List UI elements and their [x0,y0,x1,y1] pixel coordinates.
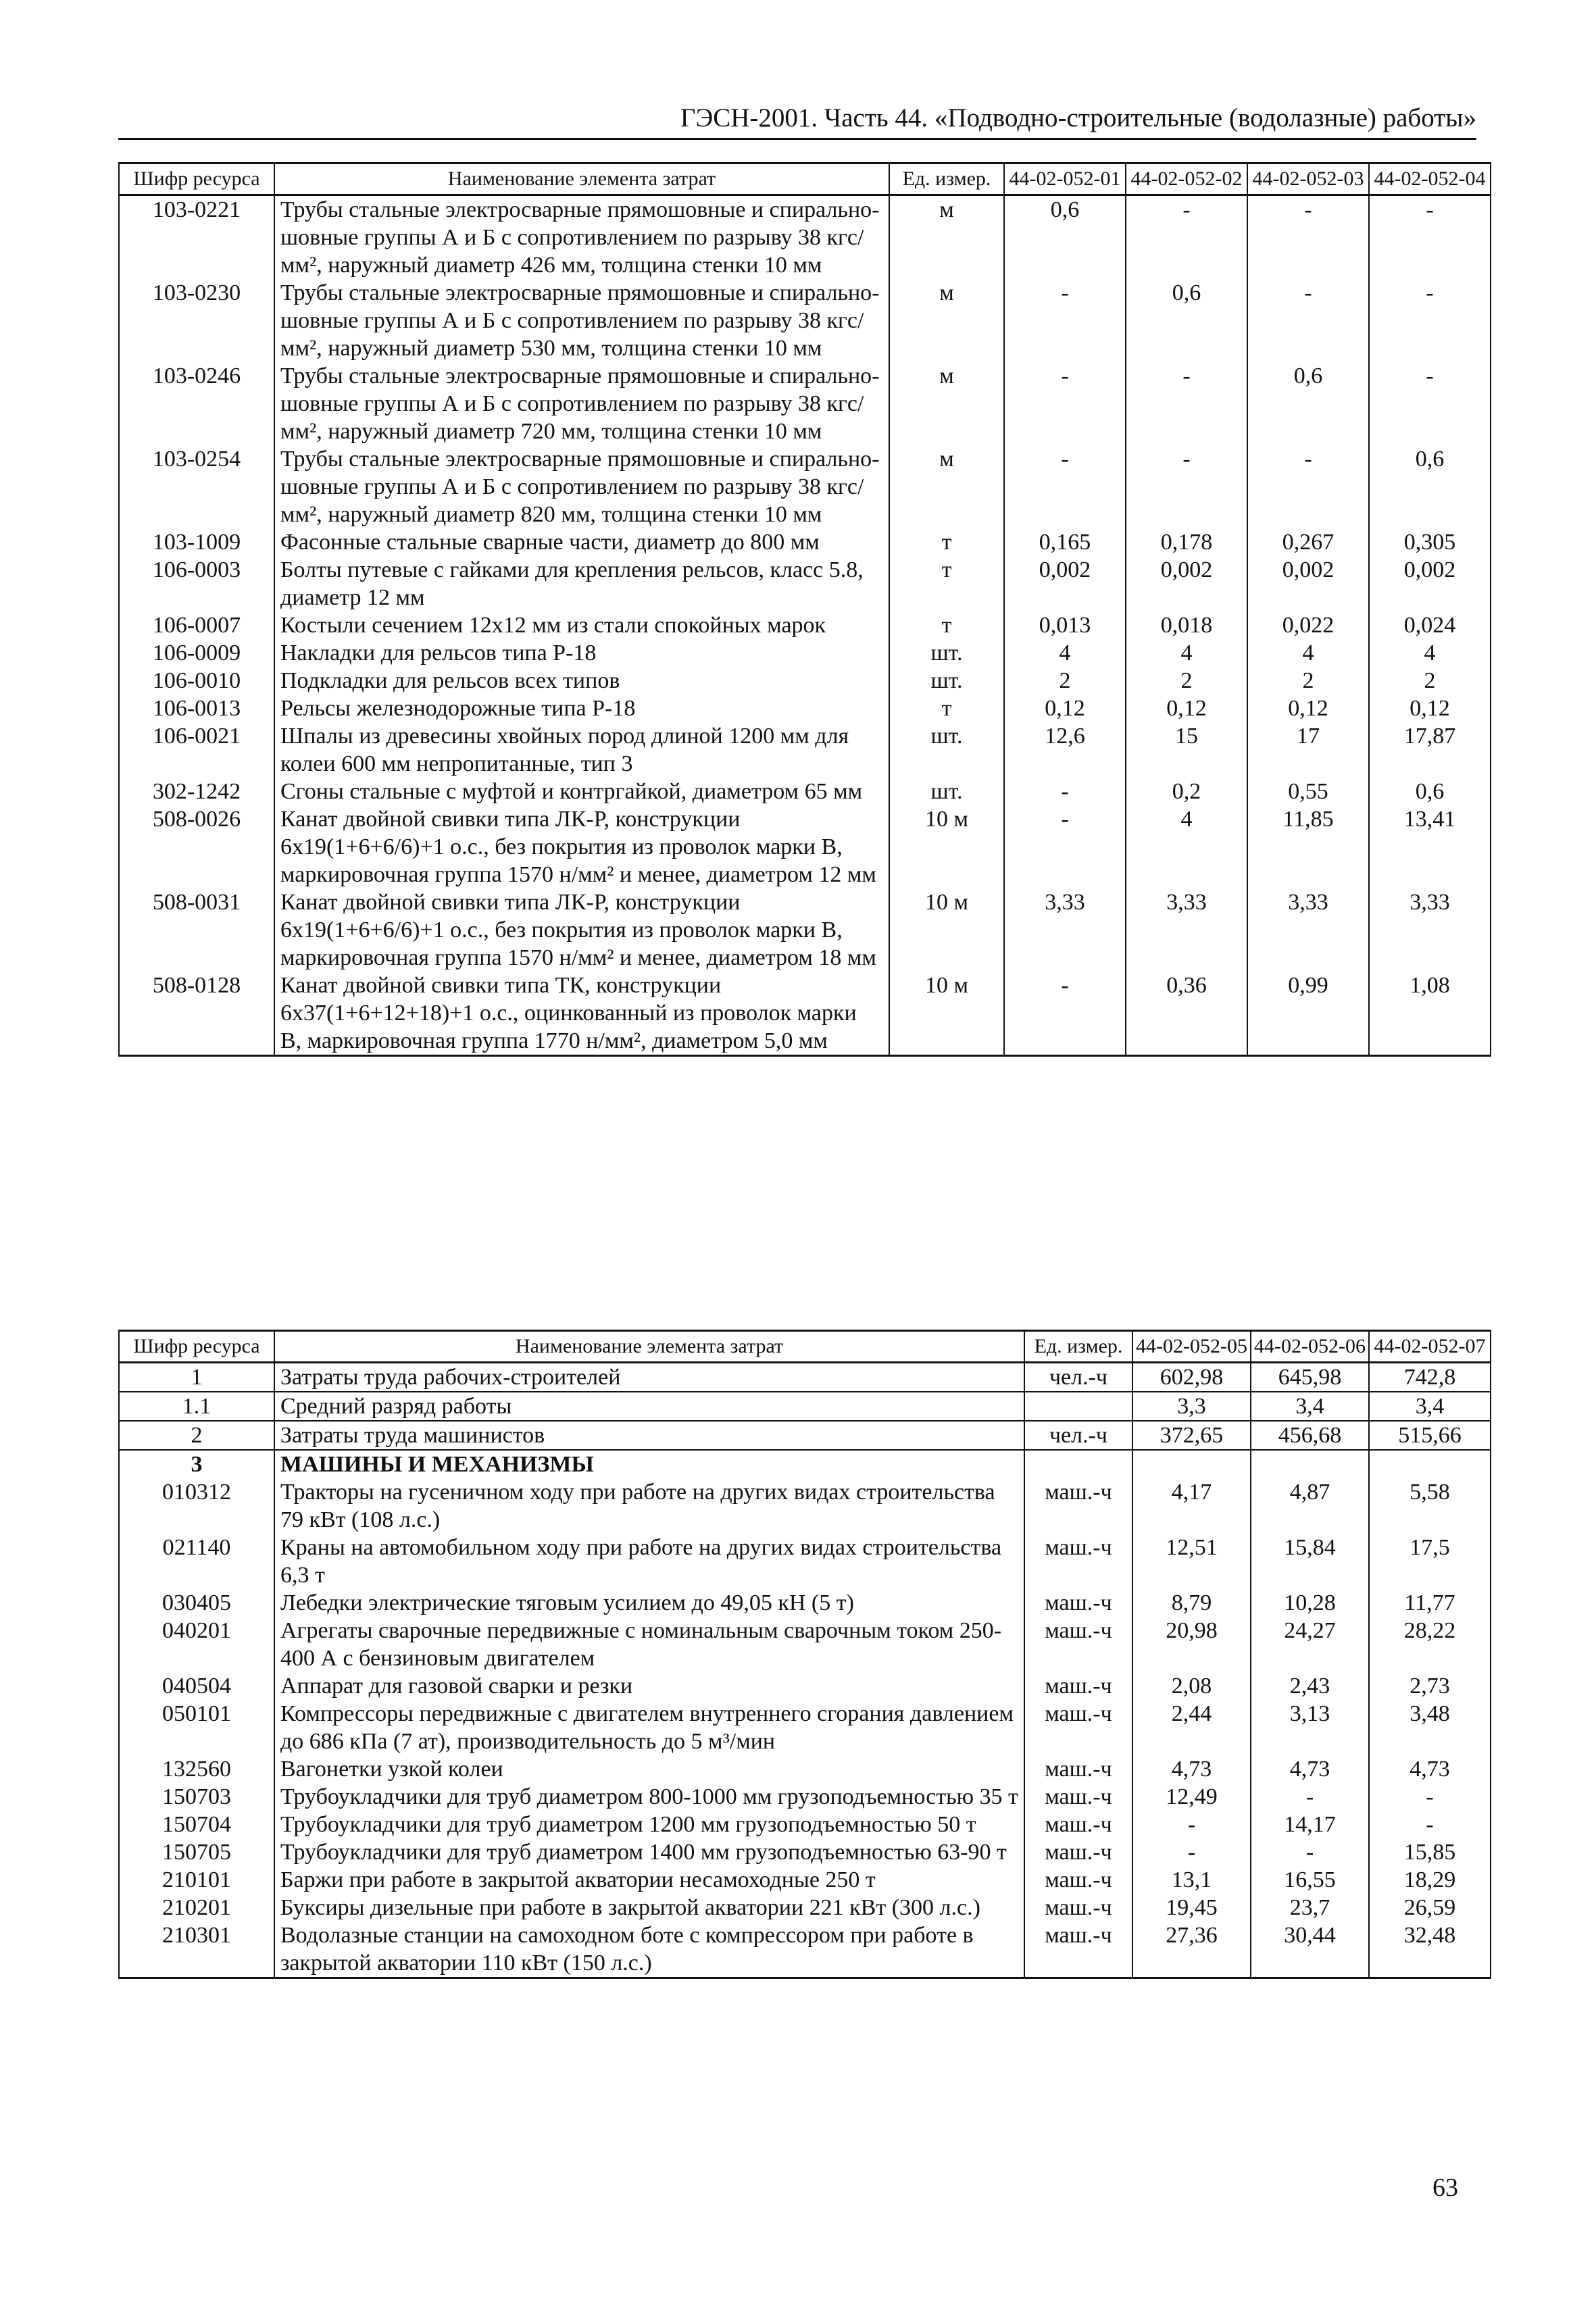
cell-code: 103-0254 [119,445,274,528]
col-header-code: Шифр ресурса [119,1331,274,1363]
cell-value: 4 [1247,639,1369,667]
col-header-value: 44-02-052-04 [1369,164,1491,195]
cell-value: 4,73 [1251,1755,1369,1783]
cell-unit: 10 м [889,805,1004,888]
cell-value: 0,018 [1126,611,1247,639]
cell-code: 508-0026 [119,805,274,888]
cell-value: 0,12 [1247,695,1369,722]
table-row [119,445,1491,528]
cell-name: Буксиры дизельные при работе в закрытой акватории 221 кВт (300 л.с.) [274,1894,1024,1921]
cell-name: Затраты труда рабочих-строителей [274,1363,1024,1392]
cell-unit: маш.-ч [1024,1838,1132,1866]
cell-value: - [1369,362,1491,445]
cell-name: Средний разряд работы [274,1392,1024,1421]
cell-value: 0,55 [1247,778,1369,805]
col-header-value: 44-02-052-03 [1247,164,1369,195]
table-row [119,279,1491,362]
cell-code: 106-0013 [119,695,274,722]
cell-value: 27,36 [1132,1921,1251,1978]
cell-value: 2 [1004,667,1126,695]
cell-value: 0,002 [1004,556,1126,611]
cell-name: Сгоны стальные с муфтой и контргайкой, диаметром 65 мм [274,778,889,805]
cell-value: 3,33 [1247,888,1369,972]
cell-value: 30,44 [1251,1921,1369,1978]
col-header-name: Наименование элемента затрат [274,1331,1024,1363]
cell-code: 508-0128 [119,972,274,1056]
cell-value: 1,08 [1369,972,1491,1056]
cell-name: Трубоукладчики для труб диаметром 1400 мм грузоподъемностью 63-90 т [274,1838,1024,1866]
cell-value: 4,73 [1369,1755,1491,1783]
cell-unit: маш.-ч [1024,1755,1132,1783]
cell-value: 515,66 [1369,1421,1491,1450]
cell-value: - [1251,1783,1369,1811]
cell-unit: м [889,445,1004,528]
cell-value: 10,28 [1251,1589,1369,1617]
page-header: ГЭСН-2001. Часть 44. «Подводно-строительные (водолазные) работы» [118,101,1476,140]
cell-value: 0,12 [1126,695,1247,722]
cell-unit: маш.-ч [1024,1921,1132,1978]
cell-value: 0,6 [1369,778,1491,805]
cell-code: 2 [119,1421,274,1450]
cell-code: 103-0221 [119,195,274,280]
cell-name: Канат двойной свивки типа ТК, конструкции 6х37(1+6+12+18)+1 о.с., оцинкованный из проволок марки В, маркировочная группа 1770 н/мм², диаметром 5,0 мм [274,972,889,1056]
cell-value: 2 [1369,667,1491,695]
cell-value: - [1369,1783,1491,1811]
cell-code: 103-1009 [119,528,274,556]
cell-value: 17,5 [1369,1534,1491,1589]
cell-value: - [1247,445,1369,528]
cell-value: - [1247,279,1369,362]
cell-value: - [1004,778,1126,805]
cell-value: 0,165 [1004,528,1126,556]
cell-value: 4,73 [1132,1755,1251,1783]
cell-value: 24,27 [1251,1617,1369,1672]
cell-value: 15,84 [1251,1534,1369,1589]
cell-value: 2 [1126,667,1247,695]
col-header-value: 44-02-052-07 [1369,1331,1491,1363]
col-header-value: 44-02-052-06 [1251,1331,1369,1363]
cell-name: Вагонетки узкой колеи [274,1755,1024,1783]
col-header-value: 44-02-052-01 [1004,164,1126,195]
table-row [119,1392,1491,1421]
cell-name: Трубоукладчики для труб диаметром 1200 мм грузоподъемностью 50 т [274,1811,1024,1838]
cell-value: 3,4 [1369,1392,1491,1421]
cell-value: 8,79 [1132,1589,1251,1617]
cell-value: 32,48 [1369,1921,1491,1978]
cell-value: 11,77 [1369,1589,1491,1617]
cell-value: 18,29 [1369,1866,1491,1894]
cell-name: Трубы стальные электросварные прямошовные и спирально-шовные группы А и Б с сопротивлением по разрыву 38 кгс/мм², наружный диаметр 820 мм, толщина стенки 10 мм [274,445,889,528]
cell-value: - [1369,195,1491,280]
cell-unit: шт. [889,667,1004,695]
cell-value: 3,4 [1251,1392,1369,1421]
cell-value: 0,99 [1247,972,1369,1056]
cell-value: 4 [1126,639,1247,667]
cell-value: 2,08 [1132,1672,1251,1700]
page-number: 63 [1432,2173,1458,2202]
resources-table [118,162,1491,1057]
cell-code: 040504 [119,1672,274,1700]
cell-unit: шт. [889,722,1004,778]
cell-name: Канат двойной свивки типа ЛК-Р, конструкции 6х19(1+6+6/6)+1 о.с., без покрытия из проволок марки В, маркировочная группа 1570 н/мм² и менее, диаметром 18 мм [274,888,889,972]
cell-value: 15 [1126,722,1247,778]
cell-unit [1024,1450,1132,1478]
table-row [119,1534,1491,1589]
cell-value: 742,8 [1369,1363,1491,1392]
cell-unit: маш.-ч [1024,1672,1132,1700]
cell-value: 3,13 [1251,1700,1369,1755]
cell-code: 1.1 [119,1392,274,1421]
cell-value [1251,1450,1369,1478]
cell-value: 13,1 [1132,1866,1251,1894]
cell-value: 12,51 [1132,1534,1251,1589]
cell-value: - [1126,445,1247,528]
cell-name: Тракторы на гусеничном ходу при работе на других видах строительства 79 кВт (108 л.с.) [274,1478,1024,1534]
cell-value: 4,17 [1132,1478,1251,1534]
table-row [119,805,1491,888]
cell-unit: маш.-ч [1024,1894,1132,1921]
cell-value: 0,12 [1004,695,1126,722]
cell-value: 0,002 [1247,556,1369,611]
cell-unit: т [889,611,1004,639]
cell-code: 210101 [119,1866,274,1894]
cell-value: 4,87 [1251,1478,1369,1534]
cell-unit: маш.-ч [1024,1866,1132,1894]
cell-name: Накладки для рельсов типа Р-18 [274,639,889,667]
table-row [119,667,1491,695]
cell-unit [1024,1392,1132,1421]
cell-value: 0,2 [1126,778,1247,805]
table-row [119,362,1491,445]
cell-value: - [1369,279,1491,362]
cell-value: 0,305 [1369,528,1491,556]
table-header-row [119,164,1491,195]
cell-code: 030405 [119,1589,274,1617]
col-header-unit: Ед. измер. [1024,1331,1132,1363]
cell-code: 106-0021 [119,722,274,778]
cell-unit: маш.-ч [1024,1478,1132,1534]
cell-value: 645,98 [1251,1363,1369,1392]
cell-code: 1 [119,1363,274,1392]
cell-value: - [1369,1811,1491,1838]
cell-value: 19,45 [1132,1894,1251,1921]
cell-value: 15,85 [1369,1838,1491,1866]
cell-code: 302-1242 [119,778,274,805]
cell-name: Трубы стальные электросварные прямошовные и спирально-шовные группы А и Б с сопротивлением по разрыву 38 кгс/мм², наружный диаметр 530 мм, толщина стенки 10 мм [274,279,889,362]
cell-name: Подкладки для рельсов всех типов [274,667,889,695]
cell-code: 103-0230 [119,279,274,362]
cell-code: 150703 [119,1783,274,1811]
cell-value: 3,48 [1369,1700,1491,1755]
cell-name: Болты путевые с гайками для крепления рельсов, класс 5.8, диаметр 12 мм [274,556,889,611]
cell-value: 3,33 [1369,888,1491,972]
cell-value: 0,12 [1369,695,1491,722]
cell-value: 5,58 [1369,1478,1491,1534]
cell-unit: м [889,362,1004,445]
cell-value: 14,17 [1251,1811,1369,1838]
cell-name: Трубы стальные электросварные прямошовные и спирально-шовные группы А и Б с сопротивлением по разрыву 38 кгс/мм², наружный диаметр 426 мм, толщина стенки 10 мм [274,195,889,280]
cell-value: 0,024 [1369,611,1491,639]
cell-value: - [1247,195,1369,280]
cell-value: 3,3 [1132,1392,1251,1421]
cell-code: 3 [119,1450,274,1478]
table-row [119,1755,1491,1783]
cell-code: 150704 [119,1811,274,1838]
cell-value: - [1004,362,1126,445]
cell-code: 106-0007 [119,611,274,639]
cell-name: Костыли сечением 12х12 мм из стали спокойных марок [274,611,889,639]
cell-unit: чел.-ч [1024,1363,1132,1392]
cell-code: 210201 [119,1894,274,1921]
cell-unit: шт. [889,639,1004,667]
cell-unit: маш.-ч [1024,1617,1132,1672]
col-header-name: Наименование элемента затрат [274,164,889,195]
cell-code: 040201 [119,1617,274,1672]
table-row [119,1921,1491,1978]
cell-value: 0,36 [1126,972,1247,1056]
cell-value: 3,33 [1126,888,1247,972]
table-row [119,528,1491,556]
cell-name: Агрегаты сварочные передвижные с номинальным сварочным током 250-400 А с бензиновым двигателем [274,1617,1024,1672]
cell-value: 372,65 [1132,1421,1251,1450]
cell-value: 0,6 [1004,195,1126,280]
cell-unit: м [889,279,1004,362]
cell-code: 103-0246 [119,362,274,445]
cell-value: 3,33 [1004,888,1126,972]
cell-name: Водолазные станции на самоходном боте с компрессором при работе в закрытой акватории 110 кВт (150 л.с.) [274,1921,1024,1978]
table-row [119,1672,1491,1700]
cell-unit: т [889,528,1004,556]
table-row [119,1589,1491,1617]
table-row [119,888,1491,972]
cell-value: 16,55 [1251,1866,1369,1894]
cell-value: - [1004,805,1126,888]
table-row [119,778,1491,805]
cell-name: Трубоукладчики для труб диаметром 800-1000 мм грузоподъемностью 35 т [274,1783,1024,1811]
cell-unit: маш.-ч [1024,1783,1132,1811]
col-header-code: Шифр ресурса [119,164,274,195]
col-header-value: 44-02-052-02 [1126,164,1247,195]
cell-code: 106-0010 [119,667,274,695]
cell-code: 010312 [119,1478,274,1534]
table-row [119,695,1491,722]
cell-value: 602,98 [1132,1363,1251,1392]
table-row [119,1478,1491,1534]
cell-value: 12,49 [1132,1783,1251,1811]
cell-code: 210301 [119,1921,274,1978]
cell-value: 20,98 [1132,1617,1251,1672]
cell-value: 11,85 [1247,805,1369,888]
cell-name: Фасонные стальные сварные части, диаметр до 800 мм [274,528,889,556]
cell-unit: маш.-ч [1024,1589,1132,1617]
cell-unit: т [889,556,1004,611]
cell-name: Затраты труда машинистов [274,1421,1024,1450]
cell-value [1132,1450,1251,1478]
cell-value: 17,87 [1369,722,1491,778]
col-header-unit: Ед. измер. [889,164,1004,195]
table-row [119,1783,1491,1811]
table-row [119,1450,1491,1478]
cell-code: 508-0031 [119,888,274,972]
cell-value: 0,6 [1369,445,1491,528]
cell-code: 106-0003 [119,556,274,611]
cell-value [1369,1450,1491,1478]
cell-value: 26,59 [1369,1894,1491,1921]
cell-name: Лебедки электрические тяговым усилием до 49,05 кН (5 т) [274,1589,1024,1617]
table-row [119,1866,1491,1894]
cell-value: 0,178 [1126,528,1247,556]
cell-unit: маш.-ч [1024,1811,1132,1838]
cell-value: - [1132,1838,1251,1866]
cell-value: - [1126,195,1247,280]
cell-name: Рельсы железнодорожные типа Р-18 [274,695,889,722]
table-row [119,1894,1491,1921]
cell-name: Краны на автомобильном ходу при работе на других видах строительства 6,3 т [274,1534,1024,1589]
cell-value: 0,002 [1369,556,1491,611]
cell-value: 2,73 [1369,1672,1491,1700]
cell-code: 050101 [119,1700,274,1755]
table-row [119,1838,1491,1866]
cell-value: - [1004,445,1126,528]
table-row [119,1421,1491,1450]
cell-code: 150705 [119,1838,274,1866]
table-row [119,195,1491,280]
cell-code: 021140 [119,1534,274,1589]
cell-value: 13,41 [1369,805,1491,888]
cell-unit: м [889,195,1004,280]
table-row [119,611,1491,639]
cell-value: 456,68 [1251,1421,1369,1450]
labor-machines-table [118,1330,1491,1979]
table-row [119,722,1491,778]
cell-value: 4 [1004,639,1126,667]
cell-value: 0,022 [1247,611,1369,639]
cell-value: 2 [1247,667,1369,695]
cell-name: Канат двойной свивки типа ЛК-Р, конструкции 6х19(1+6+6/6)+1 о.с., без покрытия из проволок марки В, маркировочная группа 1570 н/мм² и менее, диаметром 12 мм [274,805,889,888]
table-row [119,972,1491,1056]
cell-unit: 10 м [889,972,1004,1056]
cell-value: 4 [1369,639,1491,667]
cell-value: 12,6 [1004,722,1126,778]
cell-value: 0,013 [1004,611,1126,639]
table-row [119,1700,1491,1755]
cell-unit: маш.-ч [1024,1534,1132,1589]
cell-unit: т [889,695,1004,722]
table-row [119,556,1491,611]
table-row [119,1363,1491,1392]
cell-value: 0,6 [1126,279,1247,362]
cell-value: 0,267 [1247,528,1369,556]
table-row [119,1617,1491,1672]
cell-name: Шпалы из древесины хвойных пород длиной 1200 мм для колеи 600 мм непропитанные, тип 3 [274,722,889,778]
cell-value: - [1004,972,1126,1056]
cell-name: Компрессоры передвижные с двигателем внутреннего сгорания давлением до 686 кПа (7 ат), производительность до 5 м³/мин [274,1700,1024,1755]
cell-name: МАШИНЫ И МЕХАНИЗМЫ [274,1450,1024,1478]
table-row [119,1811,1491,1838]
cell-value: - [1132,1811,1251,1838]
cell-value: 23,7 [1251,1894,1369,1921]
cell-name: Баржи при работе в закрытой акватории несамоходные 250 т [274,1866,1024,1894]
cell-value: - [1126,362,1247,445]
cell-value: 17 [1247,722,1369,778]
table-row [119,639,1491,667]
cell-name: Аппарат для газовой сварки и резки [274,1672,1024,1700]
cell-name: Трубы стальные электросварные прямошовные и спирально-шовные группы А и Б с сопротивлением по разрыву 38 кгс/мм², наружный диаметр 720 мм, толщина стенки 10 мм [274,362,889,445]
cell-code: 106-0009 [119,639,274,667]
cell-value: 0,6 [1247,362,1369,445]
table-header-row [119,1331,1491,1363]
cell-value: - [1251,1838,1369,1866]
cell-unit: чел.-ч [1024,1421,1132,1450]
cell-value: 2,43 [1251,1672,1369,1700]
cell-value: 4 [1126,805,1247,888]
cell-code: 132560 [119,1755,274,1783]
cell-value: 28,22 [1369,1617,1491,1672]
cell-unit: маш.-ч [1024,1700,1132,1755]
col-header-value: 44-02-052-05 [1132,1331,1251,1363]
cell-value: 0,002 [1126,556,1247,611]
cell-value: 2,44 [1132,1700,1251,1755]
cell-value: - [1004,279,1126,362]
cell-unit: 10 м [889,888,1004,972]
cell-unit: шт. [889,778,1004,805]
